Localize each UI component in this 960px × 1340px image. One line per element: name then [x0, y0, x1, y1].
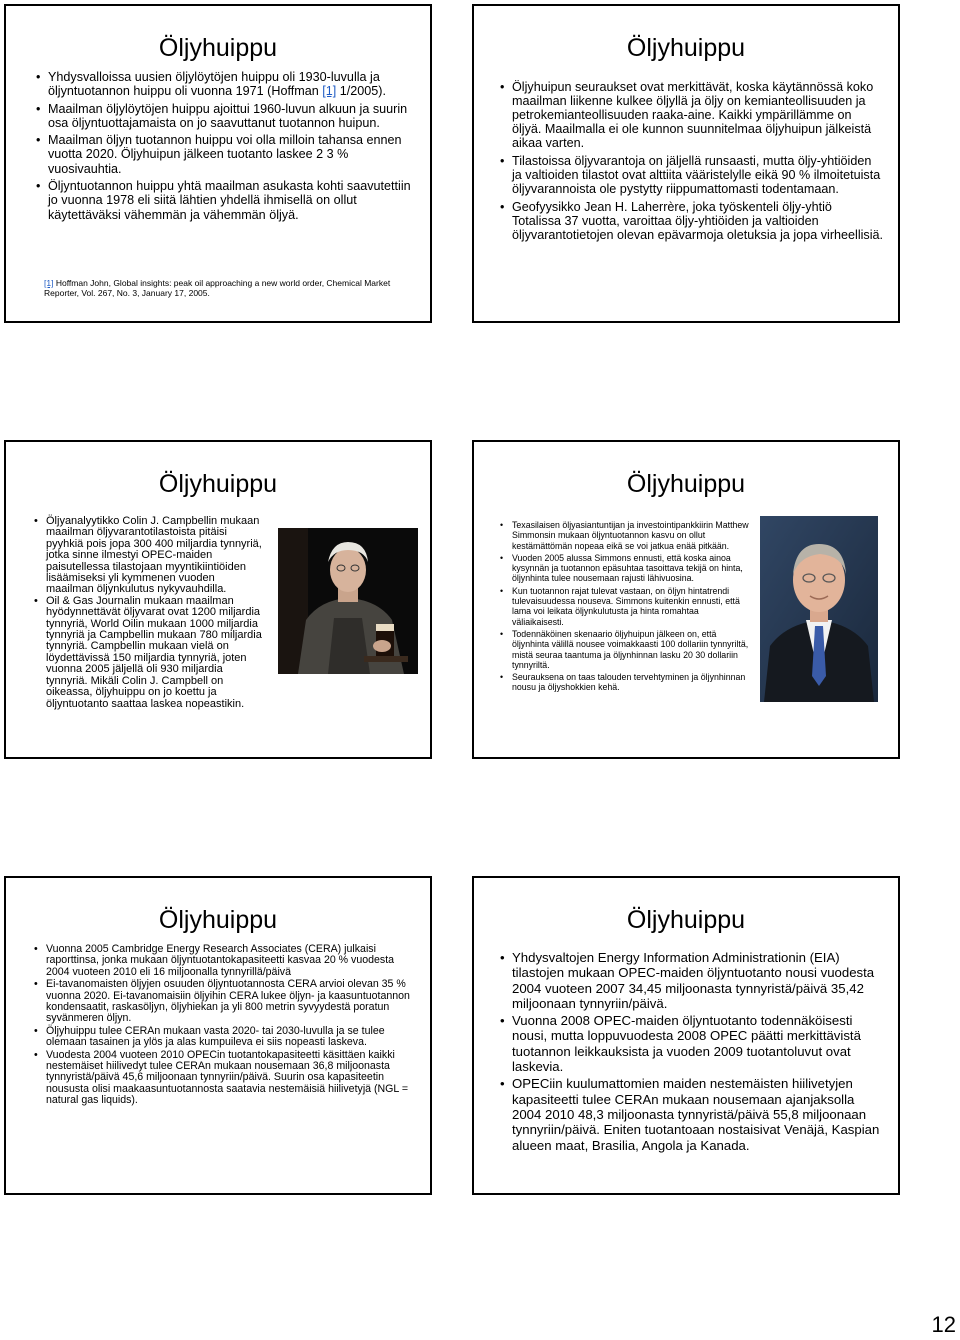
bullet-item: • Ei-tavanomaisten öljyjen osuuden öljyntuotannosta CERA arvioi olevan 35 % vuonna 2020. Ei-tavanomaisiin öljyihin CERA lukee öljyn- ja kaasuntuotannon kondensaatit, raskasöljyn, öljyhiekan ja yli 800 metrin syvyydestä poratun syvänmeren öljyn. — [34, 979, 418, 1025]
slide-6 — [472, 876, 900, 1195]
bullet-item: • Todennäköinen skenaario öljyhuipun jälkeen on, että öljynhinta välillä nousee voimakkaasti 100 dollariin tynnyriltä, mistä seuraa taantuma ja öljynhinnan lasku 20 30 dollariin tynnyriltä. — [500, 629, 750, 670]
bullet-list — [500, 950, 884, 1155]
bullet-item: • Vuodesta 2004 vuoteen 2010 OPECin tuotantokapasiteetti käsittäen kaikki nestemäiset hiilivedyt tulee CERAn mukaan nousemaan 36,8 miljoonasta tynnyristä/päivä 45,6 miljoonaan tynnyriin/päivä. Suurin osa kapasiteetin noususta olisi maakaasuntuotannosta saatavia nestemäisiä hiilivetyjä (NGL = natural gas liquids). — [34, 1050, 418, 1107]
bullet-list — [36, 70, 416, 225]
slide-1 — [4, 4, 432, 323]
bullet-list — [500, 80, 884, 246]
bullet-item: • Öljyanalyytikko Colin J. Campbellin mukaan maailman öljyvarantotilastoista pitäisi pyyhkiä pois jopa 300 400 miljardia tynnyriä, jotka sinne ilmestyi OPEC-maiden paisutellessa tilastojaan myyntikiintiöiden lisäämiseksi yli kymmenen vuoden maailman öljynkulutus nykyvauhdilla. — [34, 516, 264, 596]
bullet-item: • Vuoden 2005 alussa Simmons ennusti, että koska ainoa kysynnän ja tuotannon epäsuhtaa tasoittava tekijä on hinta, öljynhinta tulee nousemaan rajusti lähivuosina. — [500, 553, 750, 584]
footnote — [44, 278, 414, 298]
bullet-item: • Seurauksena on taas talouden tervehtyminen ja öljynhinnan nousu ja öljyshokkien kehä. — [500, 672, 750, 693]
footnote-text: Hoffman John, Global insights: peak oil approaching a new world order, Chemical Market Reporter, Vol. 267, No. 3, January 17, 2005. — [44, 278, 391, 298]
slide-3 — [4, 440, 432, 759]
bullet-item: • Öljyhuipun seuraukset ovat merkittävät, koska käytännössä koko maailman liikenne kulkee öljyllä ja öljy on kemianteollisuuden ja petrokemianteollisuuden raaka-aine. Kaikki ympärillämme on öljyä. Maailmalla ei ole kunnon suunnitelmaa öljyhuipun jälkeistä aikaa varten. — [500, 80, 884, 150]
bullet-text-b: 1/2005). — [336, 84, 386, 99]
bullet-item: • OPECiin kuulumattomien maiden nestemäisten hiilivetyjen kapasiteetti tulee CERAn mukaan nousemaan ajanjaksolla 2004 2010 48,3 miljoonasta tynnyristä/päivä 55,8 miljoonaan tynnyriin/päivä. Eniten tuotantoaan nostaisivat Venäjä, Kaspian alueen maat, Brasilia, Angola ja Kanada. — [500, 1076, 884, 1152]
slide-title: Öljyhuippu — [158, 906, 278, 934]
slide-title: Öljyhuippu — [626, 906, 746, 934]
bullet-item: • Öljyhuippu tulee CERAn mukaan vasta 2020- tai 2030-luvulla ja se tulee olemaan tasainen ja ylös ja alas kumpuileva ei siis nopeasti laskeva. — [34, 1026, 418, 1049]
bullet-item: • Geofyysikko Jean H. Laherrère, joka työskenteli öljy-yhtiö Totalissa 37 vuotta, varoittaa öljy-yhtiöiden ja valtioiden öljyvarantotietojen olevan epävarmoja oletuksia ja jopa virheellisiä. — [500, 200, 884, 242]
bullet-text-a: Yhdysvalloissa uusien öljylöytöjen huippu oli 1930-luvulla ja öljyntuotannon huippu oli vuonna 1971 (Hoffman — [48, 70, 380, 99]
slide-title: Öljyhuippu — [626, 470, 746, 498]
bullet-item: • Vuonna 2008 OPEC-maiden öljyntuotanto todennäköisesti nousi, mutta loppuvuodesta 2008 OPEC päätti merkittävistä tuotannon leikkauksista ja vuoden 2009 tuotantoluvut ovat laskevia. — [500, 1013, 884, 1074]
bullet-item: • Oil & Gas Journalin mukaan maailman hyödynnettävät öljyvarat ovat 1200 miljardia tynnyriä, World Oilin mukaan 1000 miljardia tynnyriä ja Campbellin mukaan 780 miljardia tynnyriä. Campbellin mukaan vielä on löydettävissä 150 miljardia tynnyriä, joten vuonna 2005 jäljellä oli 930 miljardia tynnyriä. Mikäli Colin J. Campbell on oikeassa, öljyhuippu on jo koettu ja öljyntuotanto saattaa laskea nopeastikin. — [34, 596, 264, 710]
portrait-photo — [760, 516, 878, 702]
slide-title: Öljyhuippu — [158, 34, 278, 62]
bullet-item: • Tilastoissa öljyvarantoja on jäljellä runsaasti, mutta öljy-yhtiöiden ja valtioiden tilastot ovat alttiita vääristelylle eikä 90 % ilmoitetuista öljyvarannoista ole pystytty riippumattomasti todentamaan. — [500, 154, 884, 196]
bullet-item: • Maailman öljylöytöjen huippu ajoittui 1960-luvun alkuun ja suurin osa öljyntuottajamaista on jo saavuttanut tuotannon huipun. — [36, 102, 416, 131]
bullet-item: • Kun tuotannon rajat tulevat vastaan, on öljyn hintatrendi tulevaisuudessa nouseva. Simmons kuitenkin ennusti, että lama voi leikata öljynkulutusta ja hinta romahtaa väliaikaisesti. — [500, 586, 750, 627]
bullet-item: • Maailman öljyn tuotannon huippu voi olla milloin tahansa ennen vuotta 2020. Öljyhuipun jälkeen tuotanto laskee 2 3 % vuosivauhtia. — [36, 133, 416, 176]
bullet-list — [34, 516, 264, 710]
bullet-item: • Vuonna 2005 Cambridge Energy Research Associates (CERA) julkaisi raporttinsa, jonka mukaan öljyntuotantokapasiteetti kasvaa 20 % vuodesta 2004 vuoteen 2010 eli 16 miljoonalla tynnyrillä/päivä — [34, 944, 418, 978]
footnote-ref[interactable]: [1] — [44, 278, 54, 288]
slide-title: Öljyhuippu — [626, 34, 746, 62]
bullet-list — [34, 944, 418, 1108]
bullet-item — [36, 70, 416, 99]
slide-title: Öljyhuippu — [158, 470, 278, 498]
footnote-link[interactable]: [1] — [322, 84, 337, 99]
bullet-item: • Texasilaisen öljyasiantuntijan ja investointipankkiirin Matthew Simmonsin mukaan öljyntuotannon kasvu on ollut kestämättömän nopeaa eikä se voi jatkua enää pitkään. — [500, 520, 750, 551]
bullet-item: • Öljyntuotannon huippu yhtä maailman asukasta kohti saavutettiin jo vuonna 1978 eli siitä lähtien yhdellä ihmisellä on ollut käytettäväksi vähemmän ja vähemmän öljyä. — [36, 179, 416, 222]
bullet-item: • Yhdysvaltojen Energy Information Administrationin (EIA) tilastojen mukaan OPEC-maiden öljyntuotanto nousi vuodesta 2004 vuoteen 2007 34,45 miljoonasta tynnyristä/päivä 35,42 miljoonaan tynnyriin/päivä. — [500, 950, 884, 1011]
portrait-photo — [278, 528, 418, 674]
slide-4 — [472, 440, 900, 759]
page-number: 12 — [931, 1312, 956, 1337]
slide-5 — [4, 876, 432, 1195]
bullet-list — [500, 520, 750, 695]
slide-2 — [472, 4, 900, 323]
